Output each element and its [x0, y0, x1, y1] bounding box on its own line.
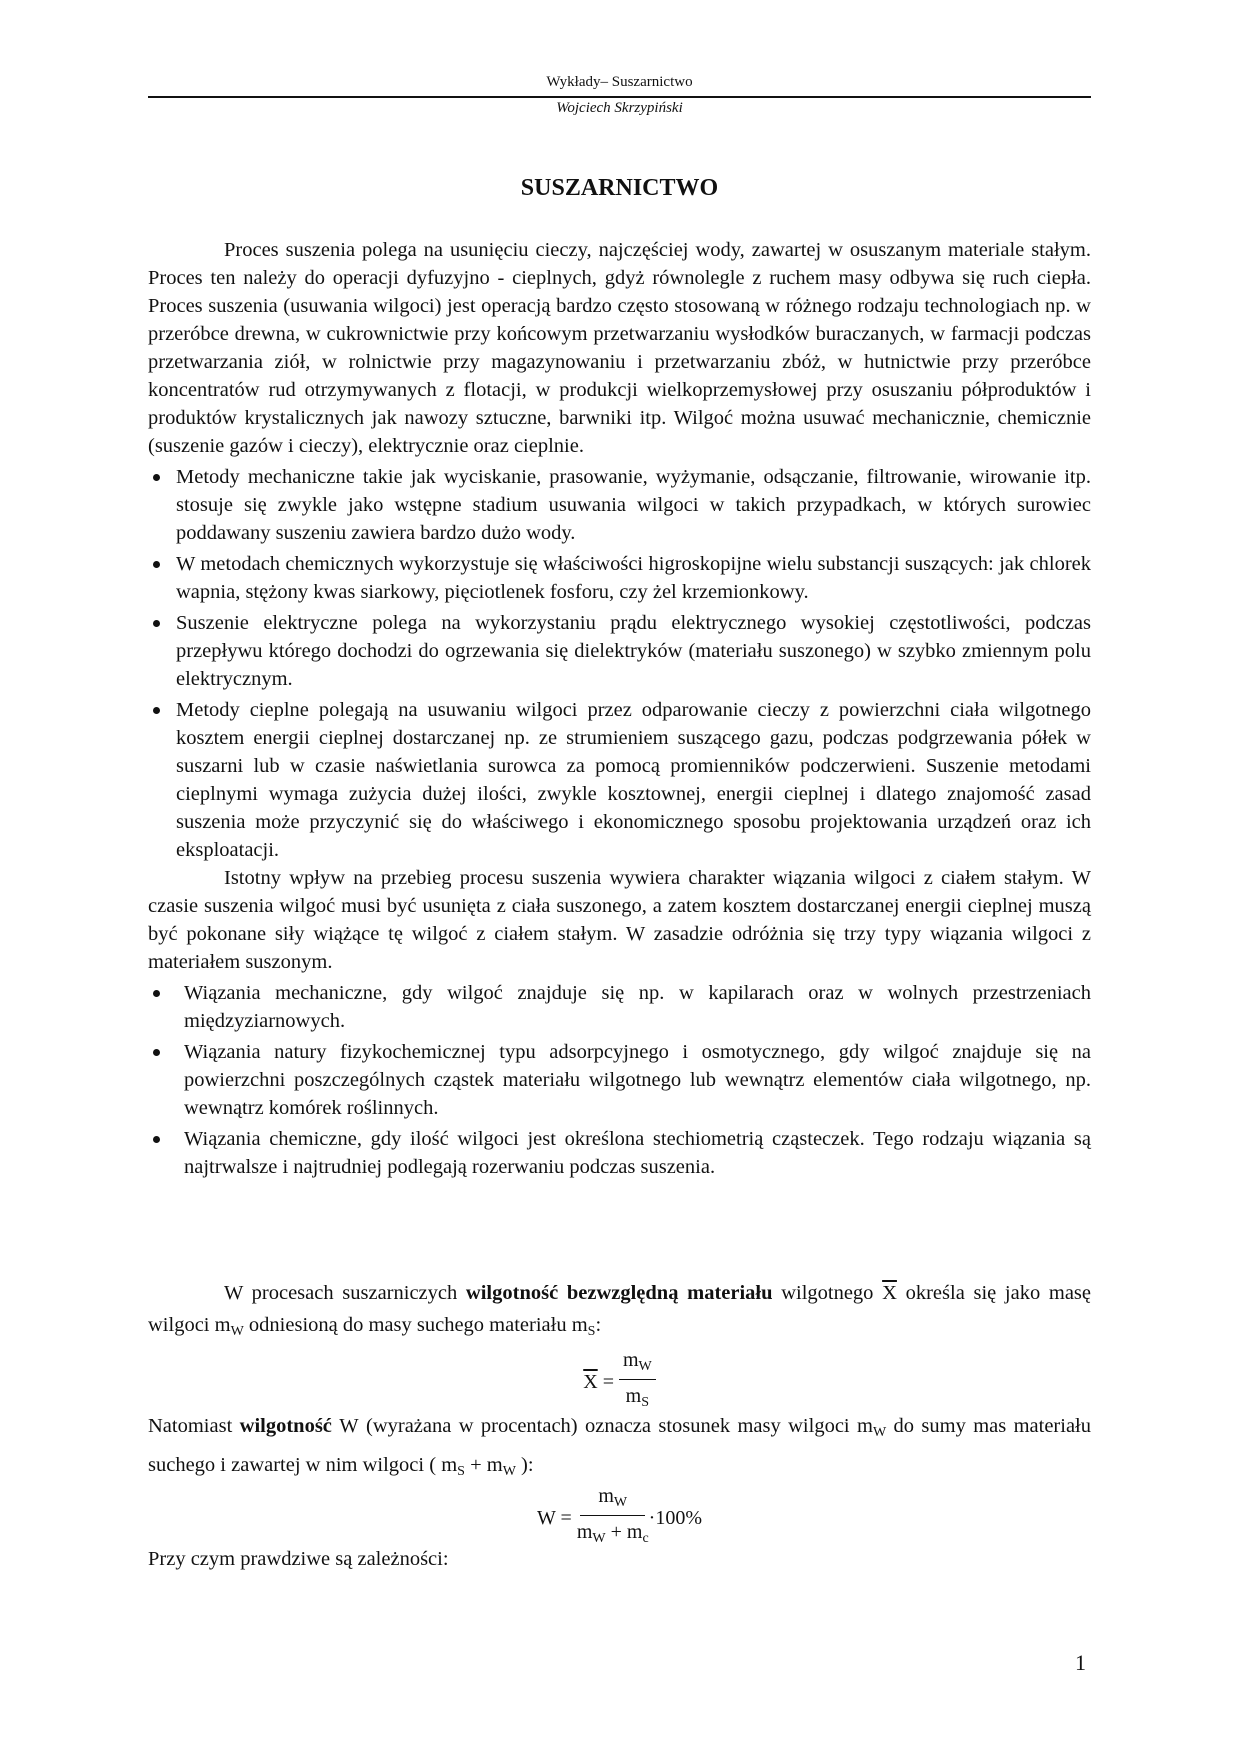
- bullet-icon: [153, 990, 160, 997]
- text: :: [595, 1314, 602, 1336]
- text: (wyrażana w procentach) oznacza stosunek masy wilgoci: [358, 1415, 857, 1437]
- list-item: [148, 609, 1091, 693]
- bold-term: wilgotność bezwzględną materiału: [465, 1282, 773, 1304]
- list-item-text: Metody mechaniczne takie jak wyciskanie, prasowanie, wyżymanie, odsączanie, filtrowanie, wirowanie itp. stosuje się zwykle jako wstępne stadium usuwania wilgoci w takich przypadkach, w których surowiec poddawany suszeniu zawiera bardzo dużo wody.: [176, 466, 1091, 544]
- formula-lhs: W: [537, 1507, 556, 1530]
- intro-paragraph: Proces suszenia polega na usunięciu cieczy, najczęściej wody, zawartej w osuszanym materiale stałym. Proces ten należy do operacji dyfuzyjno - cieplnych, gdyż równolegle z ruchem masy odbywa się ruch ciepła. Proces suszenia (usuwania wilgoci) jest operacją bardzo często stosowaną w różnego rodzaju technologiach np. w przeróbce drewna, w cukrownictwie przy końcowym przetwarzaniu wysłodków buraczanych, w farmacji podczas przetwarzania ziół, w rolnictwie przy magazynowaniu i przetwarzaniu zbóż, w hutnictwie przy przeróbce koncentratów rud otrzymywanych z flotacji, w produkcji wielkoprzemysłowej przy osuszaniu półproduktów i produktów krystalicznych jak nawozy sztuczne, barwniki itp. Wilgoć można usuwać mechanicznie, chemicznie (suszenie gazów i cieczy), elektrycznie oraz cieplnie.: [148, 239, 1091, 457]
- symbol-mw: [214, 1314, 244, 1339]
- relative-moisture-paragraph: [148, 1410, 1091, 1488]
- methods-list: [148, 463, 1091, 864]
- relative-moisture-text: [148, 1410, 1091, 1488]
- sub: W: [638, 1359, 652, 1374]
- m: m: [625, 1385, 642, 1407]
- list-item: [148, 1125, 1091, 1181]
- formula-lhs: $\overline{X}$: [583, 1371, 598, 1394]
- sub: W: [592, 1531, 606, 1546]
- sub: S: [641, 1395, 650, 1410]
- numerator: [619, 1348, 656, 1380]
- bullet-icon: [153, 1136, 160, 1143]
- equals: =: [602, 1371, 614, 1394]
- sub: W: [872, 1425, 887, 1440]
- symbol-mw: [486, 1454, 516, 1479]
- bullet-icon: [153, 474, 160, 481]
- plus: +: [605, 1521, 627, 1543]
- list-item-text: Suszenie elektryczne polega na wykorzystaniu prądu elektrycznego wysokiej częstotliwości, podczas przepływu którego dochodzi do ogrzewania się dielektryków (materiału suszonego) w szybko zmiennym polu elektrycznym.: [176, 612, 1091, 690]
- bullet-icon: [153, 620, 160, 627]
- m: m: [571, 1314, 588, 1336]
- sub: W: [613, 1495, 628, 1510]
- list-item: [148, 463, 1091, 547]
- percent-factor: ·100%: [648, 1507, 702, 1530]
- list-item: [148, 696, 1091, 864]
- text: wilgotnego: [772, 1282, 883, 1304]
- binding-paragraph: Istotny wpływ na przebieg procesu suszenia wywiera charakter wiązania wilgoci z ciałem stałym. W czasie suszenia wilgoć musi być usunięta z ciała suszonego, a zatem kosztem dostarczanej energii cieplnej muszą być pokonane siły wiążące tę wilgoć z ciałem stałym. W zasadzie odróżnia się trzy typy wiązania wilgoci z materiałem suszonym.: [148, 867, 1091, 973]
- symbol-ms: [571, 1314, 596, 1339]
- bindings-list: [148, 979, 1091, 1181]
- list-item: [148, 979, 1091, 1035]
- sub: S: [587, 1324, 596, 1339]
- plus: +: [464, 1454, 487, 1476]
- text: Natomiast: [148, 1415, 240, 1437]
- absolute-moisture-paragraph: [148, 1277, 1091, 1348]
- list-item: [148, 550, 1091, 606]
- list-item-text: Wiązania chemiczne, gdy ilość wilgoci jest określona stechiometrią cząsteczek. Tego rodzaju wiązania są najtrwalsze i najtrudniej podlegają rozerwaniu podczas suszenia.: [184, 1128, 1091, 1178]
- document-title: SUSZARNICTWO: [520, 175, 719, 201]
- text: określa się jako masę wilgoci: [148, 1282, 1091, 1336]
- symbol-ms: [441, 1454, 465, 1479]
- text: do sumy mas materiału suchego i zawartej w nim wilgoci (: [148, 1415, 1092, 1476]
- m: m: [622, 1349, 639, 1371]
- main-text: [148, 236, 1091, 1181]
- symbol-x-bar: $\overline{X}$: [882, 1282, 897, 1304]
- m: m: [576, 1521, 593, 1543]
- list-item-text: Wiązania mechaniczne, gdy wilgoć znajduje się np. w kapilarach oraz w wolnych przestrzeniach międzyziarnowych.: [184, 982, 1091, 1032]
- m: m: [441, 1454, 458, 1476]
- m: m: [626, 1521, 643, 1543]
- page-number: 1: [1075, 1650, 1086, 1675]
- running-header-author: Wojciech Skrzypiński: [556, 100, 683, 116]
- sub: S: [457, 1464, 465, 1479]
- symbol-mw: [857, 1415, 887, 1440]
- sub: W: [502, 1464, 516, 1479]
- m: m: [486, 1454, 503, 1476]
- text: ):: [515, 1454, 534, 1476]
- bullet-icon: [153, 707, 160, 714]
- text: odniesioną do masy suchego materiału: [243, 1314, 572, 1336]
- m: m: [598, 1485, 614, 1507]
- list-item-text: W metodach chemicznych wykorzystuje się właściwości higroskopijne wielu substancji suszących: jak chlorek wapnia, stężony kwas siarkowy, pięciotlenek fosforu, czy żel krzemionkowy.: [176, 553, 1091, 603]
- absolute-moisture-text: [148, 1277, 1091, 1348]
- closing-line: Przy czym prawdziwe są zależności:: [148, 1548, 449, 1570]
- formula-absolute-moisture: [148, 1348, 1091, 1419]
- list-item-text: Wiązania natury fizykochemicznej typu adsorpcyjnego i osmotycznego, gdy wilgoć znajduje się na powierzchni poszczególnych cząstek materiału wilgotnego lub wewnątrz elementów ciała wilgotnego, np. wewnątrz komórek roślinnych.: [184, 1041, 1091, 1119]
- symbol-w: W: [339, 1415, 359, 1437]
- equals: =: [560, 1507, 572, 1530]
- bullet-icon: [153, 561, 160, 568]
- sub: W: [230, 1324, 244, 1339]
- header-divider: [148, 96, 1091, 98]
- list-item-text: Metody cieplne polegają na usuwaniu wilgoci przez odparowanie cieczy z powierzchni ciała wilgotnego kosztem energii cieplnej dostarczanej np. ze strumieniem suszącego gazu, podczas podgrzewania półek w suszarni lub w czasie naświetlania surowca za pomocą promienników podczerwieni. Suszenie metodami cieplnymi wymaga zużycia dużej ilości, zwykle kosztownej, energii cieplnej i dlatego znajomość zasad suszenia może przyczynić się do właściwego i ekonomicznego sposobu projektowania urządzeń oraz ich eksploatacji.: [176, 699, 1091, 861]
- list-item: [148, 1038, 1091, 1122]
- m: m: [857, 1415, 873, 1437]
- bold-term: wilgotność: [239, 1415, 332, 1437]
- numerator: [580, 1484, 645, 1516]
- bullet-icon: [153, 1049, 160, 1056]
- fraction: [619, 1348, 656, 1419]
- m: m: [214, 1314, 231, 1336]
- text: W procesach suszarniczych: [224, 1282, 466, 1304]
- sub: c: [642, 1531, 649, 1546]
- running-header-title: Wykłady– Suszarnictwo: [546, 74, 693, 90]
